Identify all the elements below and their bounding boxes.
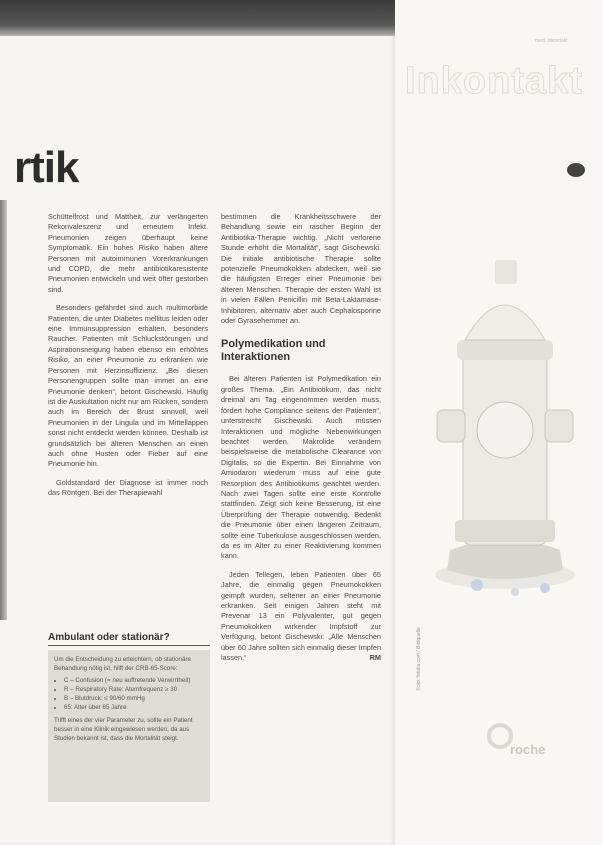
paragraph <box>221 570 381 664</box>
article-column-1 <box>48 212 208 507</box>
list-item: • R – Respiratory Rate: Atemfrequenz ≥ 30 <box>64 685 204 694</box>
paragraph: bestimmen die Krankheitsschwere der Behandlung sowie ein rascher Beginn der Antibiotika-Therapie wichtig. „Nicht verlorene Stunde erhöht die Mortalität“, sagt Gischewski. Die initiale antibiotische Therapie sollte potenzielle Pneumokokken abdecken, weil sie die häufigsten Erreger einer Pneumonie bei älteren Menschen. Therapie der ersten Wahl ist in vielen Fällen Penicillin mit Beta-Laktamase-Inhibitoren, alternativ aber auch Cephalosporine oder Gyrasehemmer an. <box>221 212 381 326</box>
hydrant-illustration <box>395 230 603 610</box>
author-signature: RM <box>369 653 381 663</box>
section-tag: med. inkontakt <box>535 38 568 44</box>
paragraph: Besonders gefährdet sind auch multimorbide Patienten, die unter Diabetes mellitus leiden oder eine Immunsuppression erhalten, besonders Raucher. Patienten mit Schluckstörungen und Aspirationsneigung haben ebenso ein erhöhtes Risiko, an einer Pneumonie zu erkranken wie Personen mit Herzinsuffizienz. „Bei diesen Personengruppen sollte man immer an eine Pneumonie denken“, betont Gischewski. Häufig ist die Auskultation nicht nur am Rücken, sondern auch im Bereich der Brust sinnvoll, weil Pneumonien in der Lingula und im Mittellappen sonst nicht entdeckt werden können. Deshalb ist grundsätzlich bei älteren Menschen an einen auch ohne Husten oder Fieber auf eine Pneumonie hin. <box>48 303 208 469</box>
paragraph: Bei älteren Patienten ist Polymedikation ein großes Thema. „Ein Antibiotikum, das nicht dreimal am Tag eingenommen werden muss, fördert hohe Compliance seitens der Patienten“, unterstreicht Gischewski. Auch müssen Interaktionen und mögliche Nebenwirkungen beachtet werden. Makrolide verändern beispielsweise die metabolische Clearance von Digitalis, so die Expertin. Bei Einnahme von Amiodaron wiederum muss auf eine gute Resorption des Antibiotikums geachtet werden. Nach zwei Tagen sollte eine erste Kontrolle stattfinden. Zeigt sich keine Besserung, ist eine Überprüfung der Therapie notwendig. Bedenkt die Pneumonie über einen längeren Zeitraum, sollte eine Tuberkulose ausgeschlossen werden, da es im Alter zu einer Reaktivierung kommen kann. <box>221 374 381 561</box>
section-masthead: Inkontakt <box>405 60 583 102</box>
photo-credit: Foto: fotolia.com / Bildquelle <box>416 627 422 690</box>
section-heading: Polymedikation und Interaktionen <box>221 338 326 364</box>
list-item: • 65: Alter über 65 Jahre <box>64 703 204 712</box>
paragraph: Goldstandard der Diagnose ist immer noch das Röntgen. Bei der Therapiewahl <box>48 477 208 498</box>
infobox-list <box>54 676 204 712</box>
sponsor-logo: roche <box>510 742 546 757</box>
list-item: • B – Blutdruck: ≤ 90/60 mmHg <box>64 694 204 703</box>
infobox-title: Ambulant oder stationär? <box>48 632 210 646</box>
list-item: • C – Confusion (= neu auftretende Verwirrtheit) <box>64 676 204 685</box>
page-marker-icon <box>567 163 585 177</box>
paragraph-text: Jeden Tellegen, leben Patienten über 65 Jahre, die einmalig gegen Pneumokokken geimpft wurden, seltener an einer Pneumonie erkranken. Seit einigen Jahren steht mit Prevenar 13 ein Polyvalenter, gut gegen Pneumokokken wirkender Impfstoff zur Verfügung, betont Gischewski: „Alle Menschen über 60 Jahre sollten sich einmalig dieser Impfen lassen.“ <box>221 569 381 663</box>
paragraph: Schüttelfrost und Mattheit, zur verlängerten Rekonvaleszenz und erneutem Infekt. Pneumonien zeigen überhaupt keine Symptomatik. Ein hohes Risiko haben ältere Personen mit autoimmunen Vorerkrankungen und COPD, die mehr antibiotikaresistente Pneumonien entwickeln und weit öfter gestorben sind. <box>48 212 208 294</box>
top-photo-band <box>0 0 395 36</box>
article-column-2 <box>221 212 381 671</box>
page-edge-strip <box>0 200 7 620</box>
infobox <box>48 650 210 802</box>
infobox-intro: Um die Entscheidung zu erleichtern, ob stationäre Behandlung nötig ist, hilft der CRB-65-Score: <box>54 656 191 672</box>
infobox-outro: Trifft eines der vier Parameter zu, sollte ein Patient besser in eine Klinik eingewiesen werden, da aus Studien bekannt ist, dass die Mortalität steigt. <box>54 717 193 742</box>
article-title-fragment: rtik <box>14 143 79 192</box>
